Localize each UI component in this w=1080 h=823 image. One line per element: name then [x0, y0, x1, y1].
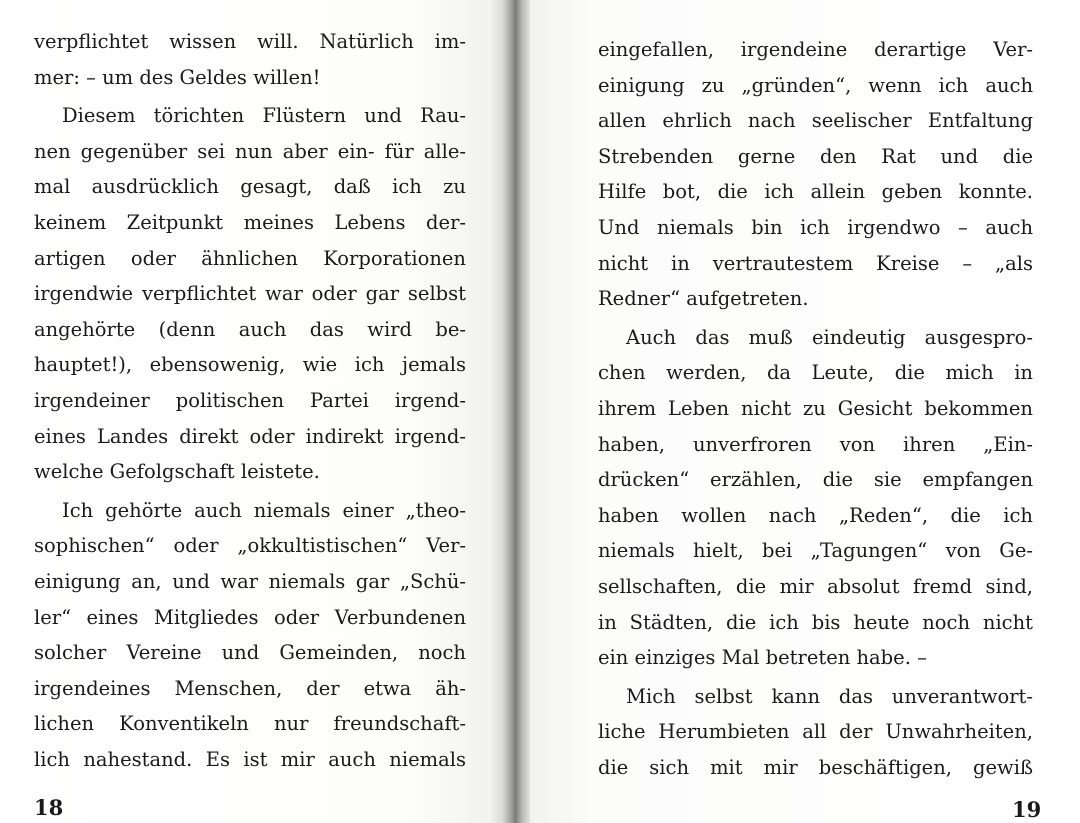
text-line: haben wollen nach „Reden“, die ich [598, 503, 1033, 527]
text-line: verpflichtet wissen will. Natürlich im- [34, 30, 466, 53]
text-line: lichen Konventikeln nur freundschaft- [34, 712, 466, 736]
text-line: in Städten, die ich bis heute noch nicht [598, 610, 1033, 634]
text-line: liche Herumbieten all der Unwahrheiten, [598, 720, 1033, 744]
text-line: welche Gefolgschaft leistete. [34, 460, 320, 484]
text-line: angehörte (denn auch das wird be- [34, 317, 466, 341]
text-line: eines Landes direkt oder indirekt irgend- [34, 424, 466, 448]
text-line: ein einziges Mal betreten habe. – [598, 646, 927, 670]
text-line: allen ehrlich nach seelischer Entfaltung [598, 109, 1033, 133]
text-line: nicht in vertrautestem Kreise – „als [598, 251, 1033, 275]
text-line: Und niemals bin ich irgendwo – auch [598, 215, 1033, 239]
text-line: Diesem törichten Flüstern und Rau- [62, 104, 466, 128]
text-line: mer: – um des Geldes willen! [34, 65, 321, 89]
right-page [530, 0, 1080, 823]
text-line: Auch das muß eindeutig ausgespro- [626, 325, 1033, 349]
text-line: lich nahestand. Es ist mir auch niemals [34, 747, 466, 771]
text-line: Mich selbst kann das unverantwort- [626, 684, 1033, 708]
left-page [0, 0, 510, 823]
text-line: keinem Zeitpunkt meines Lebens der- [34, 210, 466, 234]
text-line: hauptet!), ebensowenig, wie ich jemals [34, 353, 466, 377]
text-line: eingefallen, irgendeine derartige Ver- [598, 38, 1033, 61]
text-line: einigung an, und war niemals gar „Schü- [34, 569, 466, 593]
left-page-number: 18 [34, 795, 64, 820]
text-line: artigen oder ähnlichen Korporationen [34, 246, 466, 270]
text-line: ler“ eines Mitgliedes oder Verbundenen [34, 605, 466, 629]
text-line: niemals hielt, bei „Tagungen“ von Ge- [598, 539, 1033, 563]
text-line: irgendeiner politischen Partei irgend- [34, 388, 466, 412]
right-page-text [598, 32, 1033, 785]
text-line: die sich mit mir beschäftigen, gewiß [598, 755, 1033, 779]
text-line: irgendeines Menschen, der etwa äh- [34, 676, 466, 700]
text-line: drücken“ erzählen, die sie empfangen [598, 468, 1033, 492]
text-line: solcher Vereine und Gemeinden, noch [34, 641, 466, 665]
text-line: sellschaften, die mir absolut fremd sind, [598, 574, 1033, 598]
text-line: mal ausdrücklich gesagt, daß ich zu [34, 175, 466, 199]
text-line: Hilfe bot, die ich allein geben konnte. [598, 180, 1033, 204]
text-line: Redner“ aufgetreten. [598, 287, 809, 311]
text-line: sophischen“ oder „okkultistischen“ Ver- [34, 534, 466, 558]
text-line: Strebenden gerne den Rat und die [598, 144, 1033, 168]
right-page-number: 19 [1012, 797, 1042, 822]
text-line: einigung zu „gründen“, wenn ich auch [598, 73, 1033, 97]
left-page-text [34, 24, 466, 777]
text-line: ihrem Leben nicht zu Gesicht bekommen [598, 396, 1033, 420]
text-line: nen gegenüber sei nun aber ein- für alle- [34, 139, 466, 163]
text-line: Ich gehörte auch niemals einer „theo- [62, 498, 466, 522]
text-line: chen werden, da Leute, die mich in [598, 361, 1033, 385]
text-line: haben, unverfroren von ihren „Ein- [598, 432, 1033, 456]
text-line: irgendwie verpflichtet war oder gar selbst [34, 282, 466, 306]
